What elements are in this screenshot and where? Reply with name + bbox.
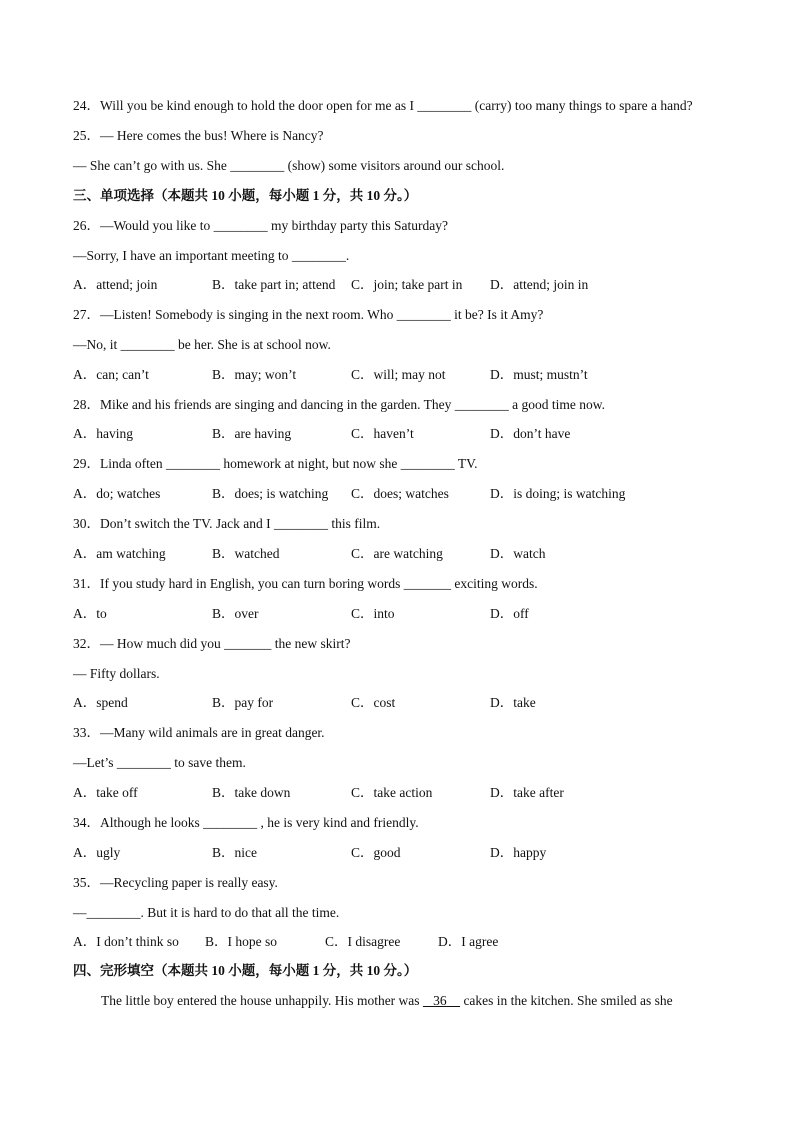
cloze-passage-line1 xyxy=(101,992,673,1010)
option-b[interactable]: B．take down xyxy=(212,785,291,800)
option-a[interactable]: A．attend; join xyxy=(73,277,158,292)
option-d[interactable]: D．take xyxy=(490,695,536,710)
option-b[interactable]: B．watched xyxy=(212,546,280,561)
section-4-heading: 四、完形填空（本题共 10 小题，每小题 1 分，共 10 分。） xyxy=(73,963,418,978)
option-b[interactable]: B．nice xyxy=(212,845,257,860)
option-d[interactable]: D．happy xyxy=(490,845,547,860)
option-d[interactable]: D．off xyxy=(490,606,529,621)
question-25-line2: — She can’t go with us. She ________ (show) some visitors around our school. xyxy=(73,158,505,173)
option-b[interactable]: B．may; won’t xyxy=(212,367,297,382)
option-b[interactable]: B．take part in; attend xyxy=(212,277,336,292)
option-b[interactable]: B．does; is watching xyxy=(212,486,329,501)
option-a[interactable]: A．ugly xyxy=(73,845,121,860)
option-c[interactable]: C．good xyxy=(351,845,401,860)
question-29: 29．Linda often ________ homework at night, but now she ________ TV. xyxy=(73,456,478,471)
option-d[interactable]: D．take after xyxy=(490,785,564,800)
option-b[interactable]: B．are having xyxy=(212,426,292,441)
option-a[interactable]: A．can; can’t xyxy=(73,367,149,382)
question-33-line1: 33．—Many wild animals are in great danger. xyxy=(73,725,325,740)
option-d[interactable]: D．attend; join in xyxy=(490,277,589,292)
option-c[interactable]: C．into xyxy=(351,606,395,621)
question-30: 30．Don’t switch the TV. Jack and I ________ this film. xyxy=(73,516,381,531)
cloze-blank-number: 36 xyxy=(433,993,447,1008)
question-31: 31．If you study hard in English, you can turn boring words _______ exciting words. xyxy=(73,576,538,591)
cloze-blank-36[interactable] xyxy=(423,993,460,1008)
question-27-line1: 27．—Listen! Somebody is singing in the next room. Who ________ it be? Is it Amy? xyxy=(73,307,544,322)
option-d[interactable]: D．watch xyxy=(490,546,546,561)
cloze-text-after: cakes in the kitchen. She smiled as she xyxy=(460,993,673,1008)
option-d[interactable]: D．don’t have xyxy=(490,426,571,441)
cloze-text-before: The little boy entered the house unhappily. His mother was xyxy=(101,993,423,1008)
option-c[interactable]: C．haven’t xyxy=(351,426,414,441)
question-26-line2: —Sorry, I have an important meeting to ________. xyxy=(73,248,350,263)
option-b[interactable]: B．pay for xyxy=(212,695,274,710)
option-c[interactable]: C．join; take part in xyxy=(351,277,463,292)
option-b[interactable]: B．I hope so xyxy=(205,934,277,949)
option-d[interactable]: D．must; mustn’t xyxy=(490,367,588,382)
option-c[interactable]: C．cost xyxy=(351,695,396,710)
option-a[interactable]: A．do; watches xyxy=(73,486,161,501)
question-32-line1: 32．— How much did you _______ the new skirt? xyxy=(73,636,351,651)
option-d[interactable]: D．I agree xyxy=(438,934,499,949)
option-c[interactable]: C．take action xyxy=(351,785,433,800)
question-25-line1: 25．— Here comes the bus! Where is Nancy? xyxy=(73,128,324,143)
question-32-line2: — Fifty dollars. xyxy=(73,666,160,681)
question-35-line1: 35．—Recycling paper is really easy. xyxy=(73,875,278,890)
option-a[interactable]: A．to xyxy=(73,606,107,621)
option-a[interactable]: A．I don’t think so xyxy=(73,934,179,949)
question-24: 24．Will you be kind enough to hold the door open for me as I ________ (carry) too many things to spare a hand? xyxy=(73,98,693,113)
section-3-heading: 三、单项选择（本题共 10 小题，每小题 1 分，共 10 分。） xyxy=(73,188,418,203)
question-34: 34．Although he looks ________ , he is very kind and friendly. xyxy=(73,815,419,830)
option-c[interactable]: C．are watching xyxy=(351,546,443,561)
option-c[interactable]: C．does; watches xyxy=(351,486,449,501)
option-c[interactable]: C．I disagree xyxy=(325,934,401,949)
question-28: 28．Mike and his friends are singing and dancing in the garden. They ________ a good time now. xyxy=(73,397,606,412)
option-c[interactable]: C．will; may not xyxy=(351,367,446,382)
question-26-line1: 26．—Would you like to ________ my birthday party this Saturday? xyxy=(73,218,448,233)
question-35-line2: —________. But it is hard to do that all the time. xyxy=(73,905,340,920)
option-a[interactable]: A．spend xyxy=(73,695,128,710)
question-27-line2: —No, it ________ be her. She is at school now. xyxy=(73,337,331,352)
question-33-line2: —Let’s ________ to save them. xyxy=(73,755,246,770)
option-b[interactable]: B．over xyxy=(212,606,259,621)
option-d[interactable]: D．is doing; is watching xyxy=(490,486,626,501)
option-a[interactable]: A．am watching xyxy=(73,546,166,561)
option-a[interactable]: A．having xyxy=(73,426,133,441)
option-a[interactable]: A．take off xyxy=(73,785,138,800)
